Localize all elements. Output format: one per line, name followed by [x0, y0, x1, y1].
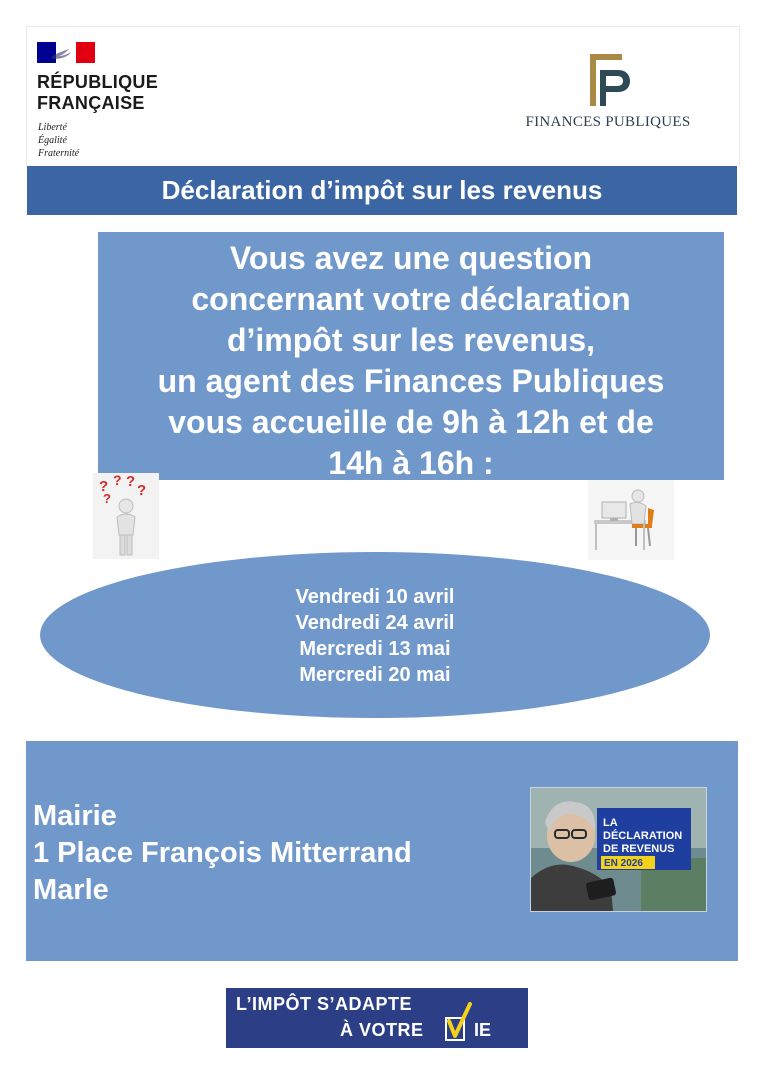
dates-list — [40, 584, 710, 688]
promo-line-3: DE REVENUS — [603, 843, 675, 855]
republic-name: RÉPUBLIQUE FRANÇAISE — [37, 72, 159, 113]
date-item: Vendredi 24 avril — [295, 612, 455, 634]
address-line-2: 1 Place François Mitterrand — [33, 837, 412, 869]
declaration-revenus-promo-image — [530, 787, 707, 912]
address-line-1: Mairie — [33, 800, 117, 832]
person-at-computer-icon — [588, 480, 674, 560]
banner-line-1: L’IMPÔT S’ADAPTE — [236, 994, 413, 1014]
address-block — [33, 798, 412, 909]
french-flag-logo — [37, 42, 95, 63]
finances-publiques-logo-icon — [580, 48, 632, 110]
svg-text:?: ? — [137, 482, 147, 499]
banner-line-2: À VOTRE — [340, 1020, 424, 1040]
date-item: Mercredi 13 mai — [299, 638, 451, 660]
address-line-3: Marle — [33, 874, 109, 906]
republic-motto: Liberté Égalité Fraternité — [38, 122, 80, 159]
page-title: Déclaration d’impôt sur les revenus — [27, 166, 737, 215]
svg-text:?: ? — [113, 473, 122, 488]
date-item: Vendredi 10 avril — [295, 586, 455, 608]
question-text: Vous avez une question concernant votre déclaration d’impôt sur les revenus, un agent des Finances Publiques vous accueille de 9h à 12h et de 14h à 16h : — [98, 232, 724, 480]
svg-text:?: ? — [103, 491, 111, 506]
promo-line-1: LA — [603, 817, 618, 829]
promo-line-2: DÉCLARATION — [603, 830, 683, 842]
promo-badge: EN 2026 — [604, 858, 643, 869]
svg-text:?: ? — [126, 473, 136, 490]
date-item: Mercredi 20 mai — [299, 664, 451, 686]
checkmark-v-icon — [444, 1002, 472, 1042]
svg-text:?: ? — [99, 478, 109, 495]
banner-line-2-end: IE — [474, 1020, 492, 1040]
agency-name: FINANCES PUBLIQUES — [525, 114, 691, 130]
person-question-marks-icon — [93, 473, 159, 559]
